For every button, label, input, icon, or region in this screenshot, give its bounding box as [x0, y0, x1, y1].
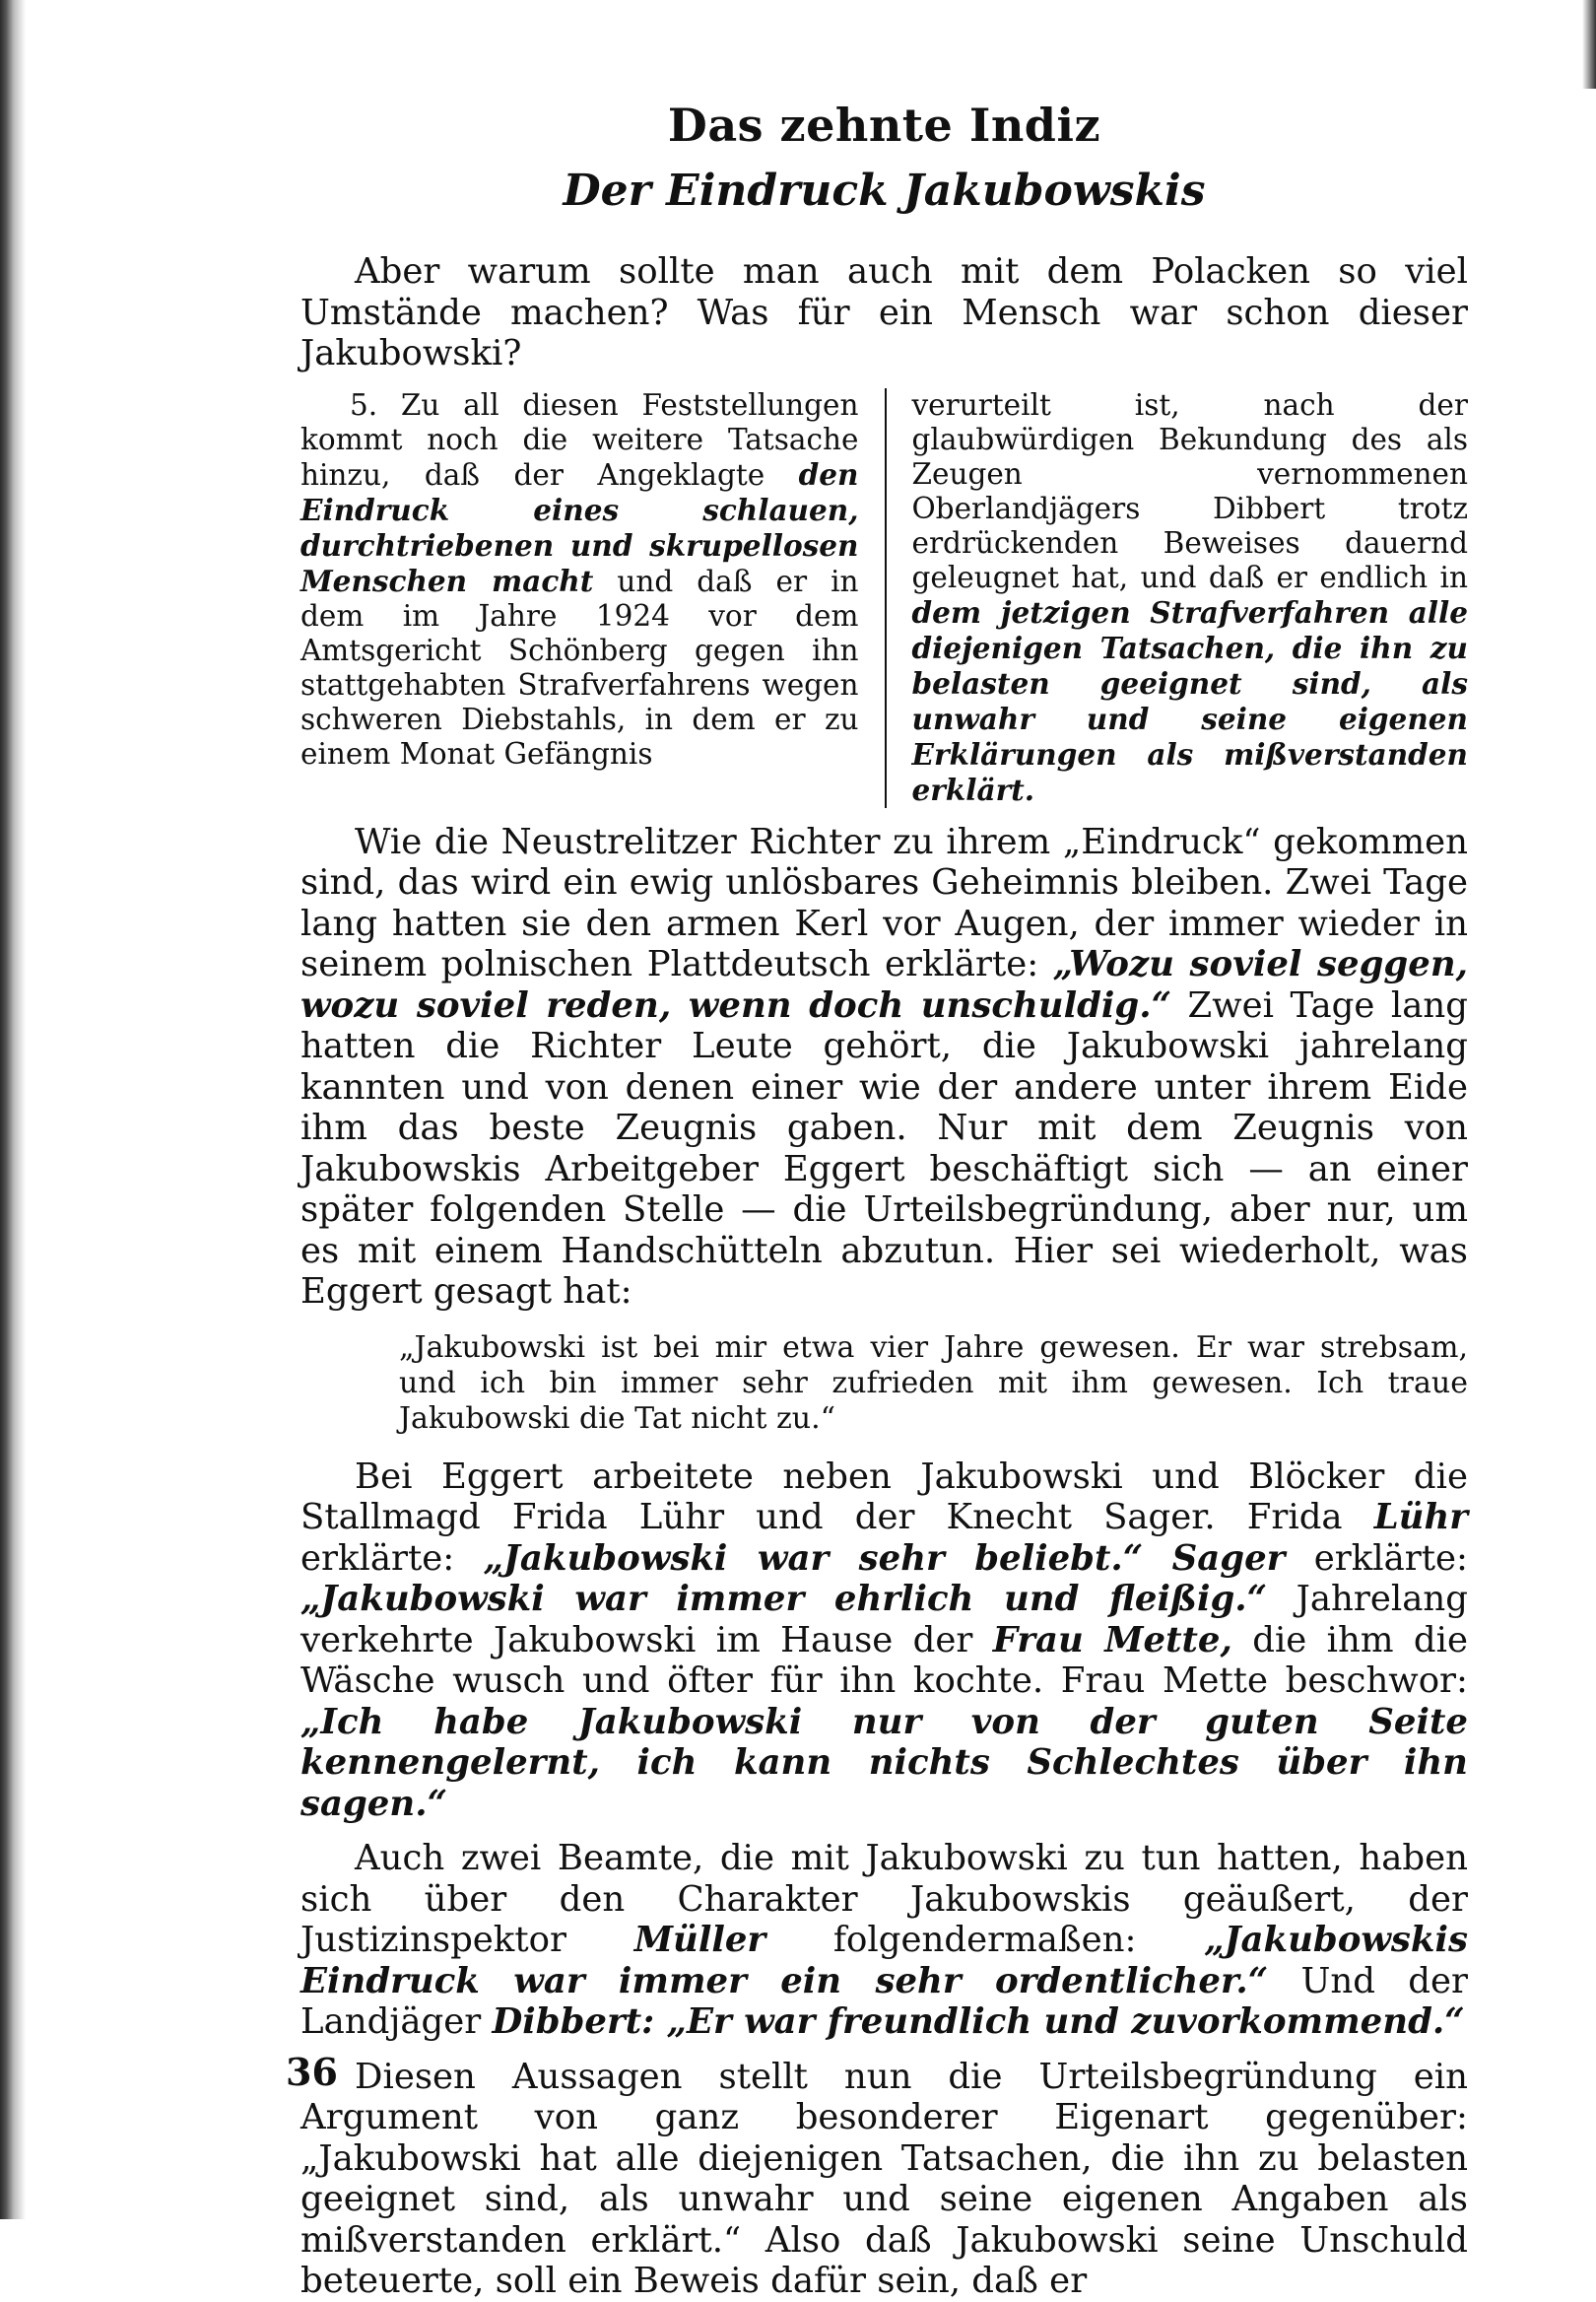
text-run: Bei Eggert arbeitete neben Jakubowski und Blöcker die Stallmagd Frida Lühr und der Knecht Sager. Frida [300, 1456, 1468, 1537]
quote-emphasis: „Jakubowskis Eindruck war immer ein sehr ordentlicher.“ [300, 1920, 1468, 2001]
text-run: erklärte: [300, 1537, 484, 1579]
text-run: Und der Landjäger [300, 1960, 1469, 2042]
name-emphasis: Sager [1171, 1537, 1286, 1579]
paragraph-argument: Diesen Aussagen stellt nun die Urteilsbegründung ein Argument von ganz besonderer Eigenart gegenüber: „Jakubowski hat alle diejenigen Tatsachen, die ihn zu belasten geeignet sind, als unwahr und seine eigenen Angaben als mißverstanden erklärt.“ Also daß Jakubowski seine Unschuld beteuerte, soll ein Beweis dafür sein, daß er [300, 2056, 1468, 2301]
scan-left-edge [0, 0, 26, 2219]
page-number: 36 [286, 2050, 338, 2094]
text-run: Wie die Neustrelitzer Richter zu ihrem „Eindruck“ gekommen sind, das wird ein ewig unlösbares Geheimnis bleiben. Zwei Tage lang hatten sie den armen Kerl vor Augen, der immer wieder in seinem polnischen Plattdeutsch erklärte: [300, 821, 1468, 984]
text-run: die ihm die Wäsche wusch und öfter für ihn kochte. Frau Mette beschwor: [300, 1619, 1468, 1701]
paragraph-witnesses [300, 1456, 1468, 1825]
verdict-emphasis: dem jetzigen Strafverfahren alle diejenigen Tatsachen, die ihn zu belasten geeignet sind, als unwahr und seine eigenen Erklärungen als mißverstanden erklärt. [911, 594, 1468, 807]
verdict-text: verurteilt ist, nach der glaubwürdigen Bekundung des als Zeugen vernommenen Oberlandjägers Dibbert trotz erdrückenden Beweises dauernd geleugnet hat, und daß er endlich in [911, 387, 1468, 594]
verdict-quote-right-column [885, 388, 1469, 808]
verdict-text: 5. Zu all diesen Feststellungen kommt noch die weitere Tatsache hinzu, daß der Angeklagte [300, 387, 859, 492]
name-emphasis: Lühr [1373, 1497, 1468, 1537]
text-run: erklärte: [1285, 1537, 1469, 1579]
eggert-quote: „Jakubowski ist bei mir etwa vier Jahre gewesen. Er war strebsam, und ich bin immer sehr zufrieden mit ihm gewesen. Ich traue Jakubowski die Tat nicht zu.“ [399, 1329, 1468, 1436]
paragraph-officials [300, 1838, 1468, 2043]
chapter-title: Das zehnte Indiz [667, 99, 1101, 152]
verdict-text: und daß er in dem im Jahre 1924 vor dem Amtsgericht Schönberg gegen ihn stattgehabten Strafverfahrens wegen schweren Diebstahls, in dem er zu einem Monat Gefängnis [300, 564, 859, 771]
quote-emphasis: „Jakubowski war sehr beliebt.“ [483, 1537, 1144, 1579]
quote-emphasis: „Wozu soviel seggen, wozu soviel reden, wenn doch unschuldig.“ [300, 944, 1468, 1026]
text-run: folgendermaßen: [765, 1920, 1205, 1960]
text-run: Auch zwei Beamte, die mit Jakubowski zu tun hatten, haben sich über den Charakter Jakubowskis geäußert, der Justizinspektor [300, 1838, 1468, 1960]
verdict-quote-left-column [300, 388, 885, 808]
paragraph-neustrelitz [300, 822, 1468, 1313]
paragraph-gap [300, 2043, 1468, 2057]
verdict-emphasis: den Eindruck eines schlauen, durchtriebenen und skrupellosen Menschen macht [300, 456, 859, 598]
quote-emphasis: „Ich habe Jakubowski nur von der guten Seite kennengelernt, ich kann nichts Schlechtes über ihn sagen.“ [300, 1701, 1468, 1824]
chapter-subtitle: Der Eindruck Jakubowskis [563, 166, 1206, 216]
paragraph-gap [300, 1824, 1468, 1838]
scan-right-edge [1582, 0, 1596, 89]
name-emphasis: Frau Mette, [992, 1619, 1232, 1660]
intro-paragraph: Aber warum sollte man auch mit dem Polacken so viel Umstände machen? Was für ein Mensch war schon dieser Jakubowski? [300, 251, 1468, 373]
quote-emphasis: Dibbert: „Er war freundlich und zuvorkommend.“ [492, 2001, 1465, 2042]
text-run: Zwei Tage lang hatten die Richter Leute gehört, die Jakubowski jahrelang kannten und von denen einer wie der andere unter ihrem Eide ihm das beste Zeugnis gaben. Nur mit dem Zeugnis von Jakubowskis Arbeitgeber Eggert beschäftigt sich — an einer später folgenden Stelle — die Urteilsbegründung, aber nur, um es mit einem Handschütteln abzutun. Hier sei wiederholt, was Eggert gesagt hat: [300, 984, 1468, 1312]
page-content [300, 99, 1468, 2302]
name-emphasis: Müller [633, 1920, 766, 1960]
quote-emphasis: „Jakubowski war immer ehrlich und fleißig.“ [300, 1579, 1268, 1619]
verdict-quote [300, 388, 1468, 808]
text-run: Jahrelang verkehrte Jakubowski im Hause der [300, 1579, 1468, 1660]
text-run [1143, 1538, 1171, 1579]
